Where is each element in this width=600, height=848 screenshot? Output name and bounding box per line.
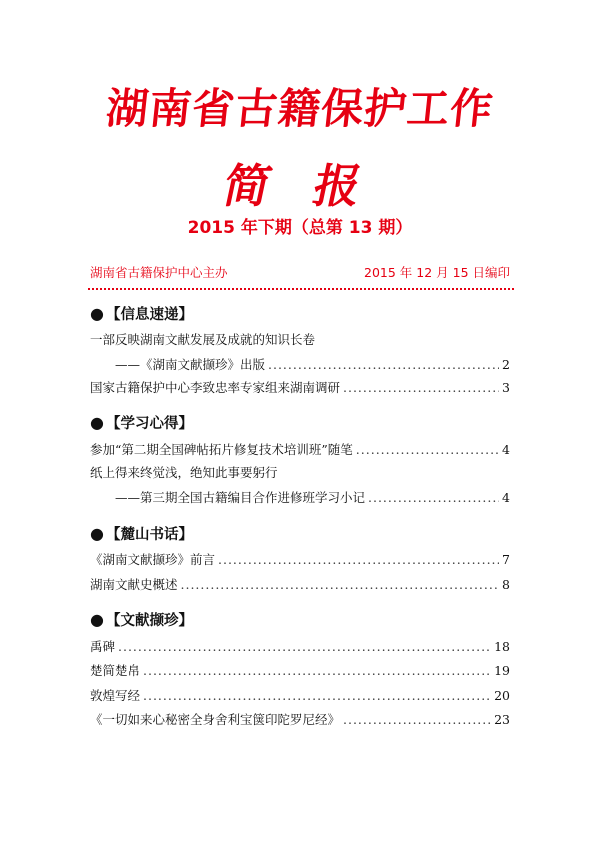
leader-dots	[218, 552, 499, 567]
bullet-icon: ●	[90, 610, 104, 629]
toc-page-number: 19	[494, 663, 510, 678]
section-heading-news	[90, 303, 512, 324]
toc-entry-title: 楚简楚帛	[90, 663, 141, 678]
section-heading-treasures	[90, 609, 512, 630]
toc-entry[interactable]	[90, 686, 510, 706]
toc-page-number: 3	[502, 380, 510, 395]
toc-entry-title: 国家古籍保护中心李致忠率专家组来湖南调研	[90, 380, 341, 395]
print-date: 2015 年 12 月 15 日编印	[364, 265, 510, 280]
leader-dots	[181, 577, 500, 592]
toc-entry[interactable]	[90, 637, 510, 657]
toc-entry-title: 湖南文献史概述	[90, 577, 178, 592]
section-title: 【文献撷珍】	[105, 613, 193, 629]
toc-entry-title: 敦煌写经	[90, 688, 141, 703]
section-title: 【学习心得】	[105, 416, 193, 432]
toc-entry-title: 参加“第二期全国碑帖拓片修复技术培训班”随笔	[90, 442, 353, 457]
toc-entry-title: ——第三期全国古籍编目合作进修班学习小记	[115, 490, 366, 505]
leader-dots	[356, 442, 499, 457]
leader-dots	[268, 357, 499, 372]
organizer-label: 湖南省古籍保护中心主办	[90, 265, 228, 280]
toc-entry[interactable]	[90, 710, 510, 730]
red-dotted-divider	[88, 288, 514, 290]
bulletin-subtitle: 简 报	[218, 159, 381, 213]
publication-meta	[90, 263, 510, 283]
section-title: 【麓山书话】	[105, 527, 193, 543]
toc-entry[interactable]	[90, 440, 510, 460]
leader-dots	[343, 712, 491, 727]
toc-page-number: 2	[502, 357, 510, 372]
toc-entry-title: ——《湖南文献撷珍》出版	[115, 357, 266, 372]
toc-entry-line1: 一部反映湖南文献发展及成就的知识长卷	[90, 332, 316, 347]
leader-dots	[118, 639, 491, 654]
bullet-icon: ●	[90, 524, 104, 543]
bulletin-title: 湖南省古籍保护工作	[103, 84, 496, 133]
toc-page-number: 18	[494, 639, 510, 654]
toc-entry[interactable]	[90, 575, 510, 595]
toc-entry-title: 禹碑	[90, 639, 116, 654]
toc-entry-title: 《一切如来心秘密全身舍利宝箧印陀罗尼经》	[90, 712, 341, 727]
section-heading-study	[90, 412, 512, 433]
toc-entry[interactable]	[115, 355, 510, 375]
section-title: 【信息速递】	[105, 307, 193, 323]
bullet-icon: ●	[90, 413, 104, 432]
toc-entry[interactable]	[90, 550, 510, 570]
toc-page-number: 4	[502, 490, 510, 505]
toc-entry[interactable]	[90, 378, 510, 398]
leader-dots	[368, 490, 499, 505]
leader-dots	[343, 380, 499, 395]
toc-page-number: 4	[502, 442, 510, 457]
toc-page-number: 23	[494, 712, 510, 727]
leader-dots	[143, 663, 491, 678]
toc-entry-title: 《湖南文献撷珍》前言	[90, 552, 216, 567]
toc-page-number: 20	[494, 688, 510, 703]
toc-entry[interactable]	[115, 488, 510, 508]
toc-entry-line1: 纸上得来终觉浅，绝知此事要躬行	[90, 465, 278, 480]
toc-page-number: 8	[502, 577, 510, 592]
toc-page-number: 7	[502, 552, 510, 567]
leader-dots	[143, 688, 491, 703]
bullet-icon: ●	[90, 304, 104, 323]
section-heading-lushan	[90, 523, 512, 544]
toc-entry[interactable]	[90, 661, 510, 681]
issue-label: 2015 年下期（总第 13 期）	[187, 218, 413, 238]
